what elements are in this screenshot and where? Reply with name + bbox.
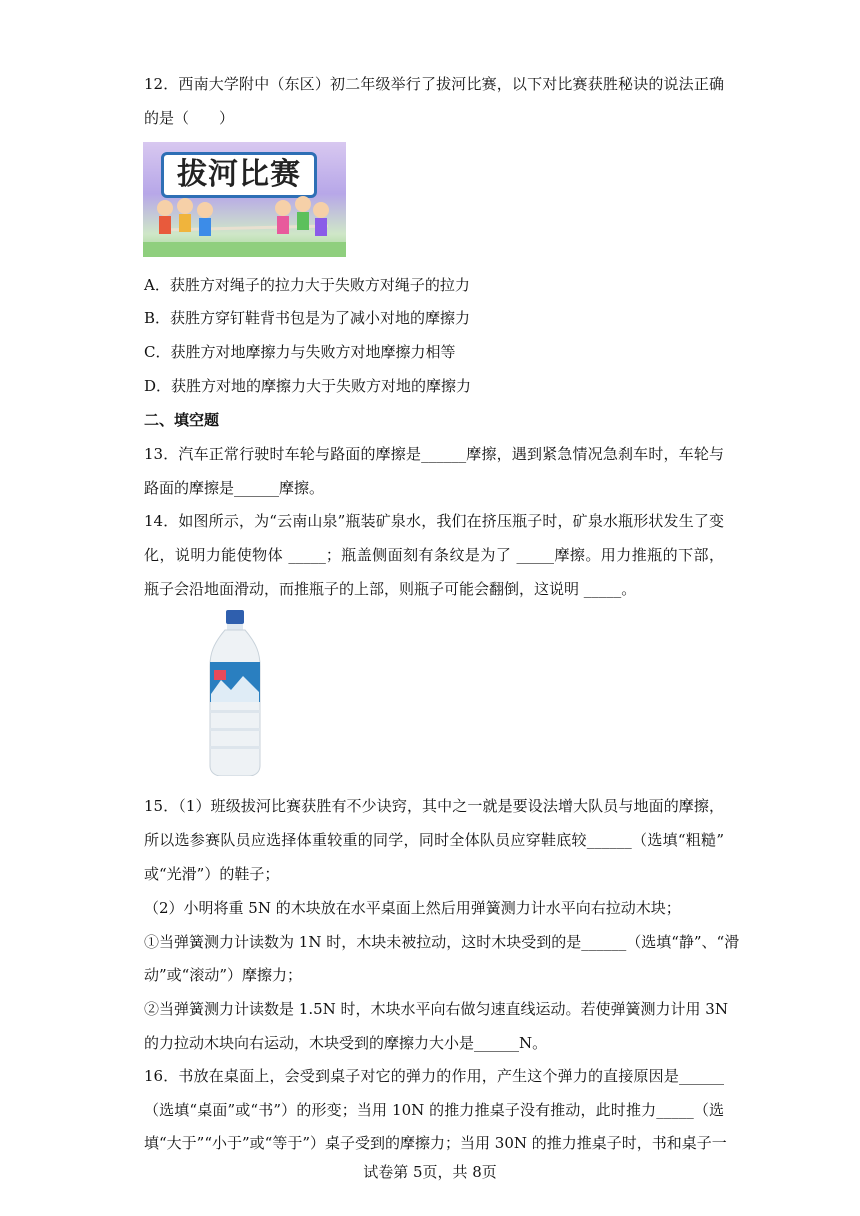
- q12-option-b: B．获胜方穿钉鞋背书包是为了减小对地的摩擦力: [144, 309, 471, 327]
- q15-line3: 或“光滑”）的鞋子；: [144, 865, 280, 883]
- q14-line1: 14．如图所示，为“云南山泉”瓶装矿泉水，我们在挤压瓶子时，矿泉水瓶形状发生了变: [144, 512, 724, 530]
- q15-line2: 所以选参赛队员应选择体重较重的同学，同时全体队员应穿鞋底较______（选填“粗糙”: [144, 831, 724, 849]
- section-heading: 二、填空题: [144, 411, 220, 429]
- tug-of-war-image: [143, 142, 346, 257]
- q14-line2: 化，说明力能使物体 _____；瓶盖侧面刻有条纹是为了 _____摩擦。用力推瓶的下部，: [144, 546, 724, 564]
- q12-option-a: A．获胜方对绳子的拉力大于失败方对绳子的拉力: [144, 276, 470, 294]
- q12-option-c: C．获胜方对地摩擦力与失败方对地摩擦力相等: [144, 343, 456, 361]
- q12-stem-line1: 12．西南大学附中（东区）初二年级举行了拔河比赛，以下对比赛获胜秘诀的说法正确: [144, 75, 724, 93]
- q15-line8: 的力拉动木块向右运动，木块受到的摩擦力大小是______N。: [144, 1034, 548, 1052]
- q12-stem-line2: 的是（ ）: [144, 109, 235, 127]
- q15-line1: 15．（1）班级拔河比赛获胜有不少诀窍，其中之一就是要设法增大队员与地面的摩擦，: [144, 797, 724, 815]
- q15-line7: ②当弹簧测力计读数是 1.5N 时，木块水平向右做匀速直线运动。若使弹簧测力计用 3N: [144, 1000, 728, 1018]
- q13-line2: 路面的摩擦是______摩擦。: [144, 479, 325, 497]
- tug-of-war-illustration: [143, 142, 346, 257]
- q16-line2: （选填“桌面”或“书”）的形变；当用 10N 的推力推桌子没有推动，此时推力_____（选: [144, 1101, 724, 1119]
- q12-option-d: D．获胜方对地的摩擦力大于失败方对地的摩擦力: [144, 377, 472, 395]
- q15-line6: 动”或“滚动”）摩擦力；: [144, 966, 303, 984]
- q15-line5: ①当弹簧测力计读数为 1N 时，木块未被拉动，这时木块受到的是______（选填“静”、“滑: [144, 933, 740, 951]
- q13-line1: 13．汽车正常行驶时车轮与路面的摩擦是______摩擦，遇到紧急情况急刹车时，车轮与: [144, 445, 724, 463]
- page-footer: 试卷第 5页，共 8页: [363, 1163, 497, 1181]
- q15-line4: （2）小明将重 5N 的木块放在水平桌面上然后用弹簧测力计水平向右拉动木块；: [144, 899, 681, 917]
- q16-line1: 16．书放在桌面上，会受到桌子对它的弹力的作用，产生这个弹力的直接原因是______: [144, 1067, 724, 1085]
- banner-title: 拔河比赛: [161, 152, 317, 198]
- q14-line3: 瓶子会沿地面滑动，而推瓶子的上部，则瓶子可能会翻倒，这说明 _____。: [144, 580, 637, 598]
- water-bottle-image: [205, 610, 265, 776]
- q16-line3: 填“大于”“小于”或“等于”）桌子受到的摩擦力；当用 30N 的推力推桌子时，书和桌子一: [144, 1134, 727, 1152]
